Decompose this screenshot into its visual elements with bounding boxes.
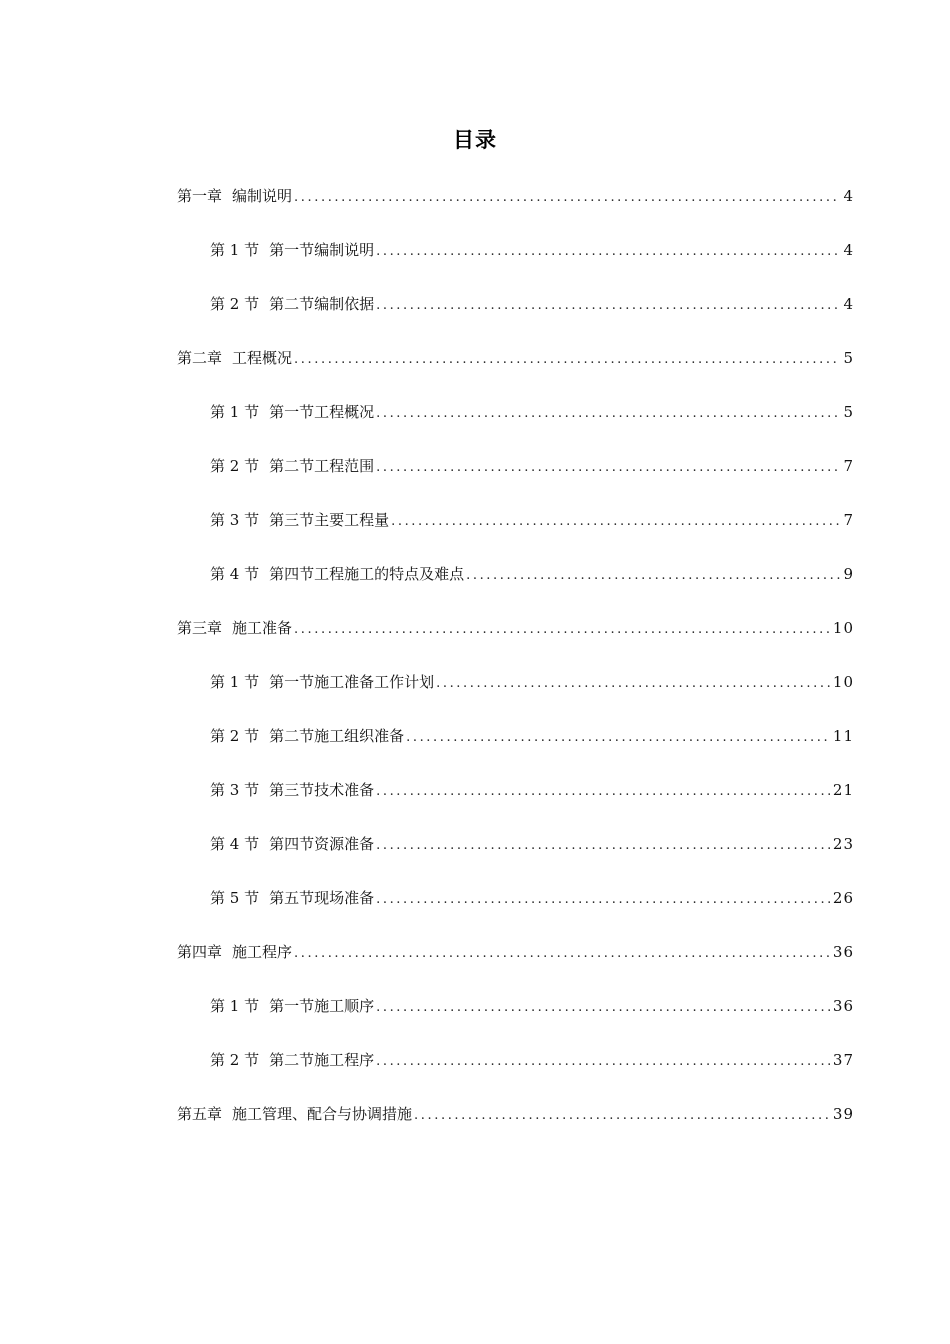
toc-entry-text: 第二节施工程序: [269, 1051, 375, 1069]
toc-page-number: 4: [843, 241, 854, 259]
toc-entry-number: 第 5 节: [210, 889, 260, 907]
toc-section-3-3[interactable]: [0, 775, 950, 829]
toc-entry-number: 第三章: [177, 619, 223, 637]
toc-dot-leader: [294, 619, 830, 641]
toc-page-number: 4: [843, 187, 854, 205]
toc-page-number: 36: [832, 943, 854, 961]
toc-page-number: 26: [832, 889, 854, 907]
toc-chapter-3[interactable]: [0, 613, 950, 667]
toc-entry-number: 第 1 节: [210, 673, 260, 691]
toc-entry-number: 第 2 节: [210, 1051, 260, 1069]
toc-entry-number: 第一章: [177, 187, 223, 205]
toc-section-3-5[interactable]: [0, 883, 950, 937]
toc-entry-number: 第 4 节: [210, 835, 260, 853]
toc-entry-text: 第四节资源准备: [269, 835, 375, 853]
toc-entry-number: 第 4 节: [210, 565, 260, 583]
toc-dot-leader: [406, 727, 830, 749]
toc-page-number: 21: [832, 781, 854, 799]
toc-row: [210, 725, 854, 749]
toc-entry-number: 第 1 节: [210, 403, 260, 421]
toc-row: [210, 239, 854, 263]
toc-row: [210, 995, 854, 1019]
toc-entry-number: 第 1 节: [210, 997, 260, 1015]
toc-title: 目录: [453, 128, 497, 152]
toc-page-number: 5: [843, 403, 854, 421]
toc-page-number: 10: [832, 619, 854, 637]
toc-entry-number: 第五章: [177, 1105, 223, 1123]
toc-entry-number: 第 3 节: [210, 511, 260, 529]
toc-row: [177, 347, 854, 371]
toc-entry-text: 编制说明: [232, 187, 293, 205]
toc-page-number: 39: [832, 1105, 854, 1123]
toc-dot-leader: [376, 781, 830, 803]
toc-entry-number: 第四章: [177, 943, 223, 961]
toc-entry-text: 第一节工程概况: [269, 403, 375, 421]
toc-entry-text: 施工准备: [232, 619, 293, 637]
toc-dot-leader: [376, 457, 840, 479]
toc-entry-number: 第 2 节: [210, 295, 260, 313]
toc-dot-leader: [414, 1105, 830, 1127]
toc-entry-text: 第四节工程施工的特点及难点: [269, 565, 465, 583]
toc-dot-leader: [376, 889, 830, 911]
toc-page-number: 23: [832, 835, 854, 853]
toc-entry-text: 施工管理、配合与协调措施: [232, 1105, 413, 1123]
toc-section-3-2[interactable]: [0, 721, 950, 775]
toc-row: [177, 1103, 854, 1127]
toc-row: [210, 455, 854, 479]
toc-row: [210, 509, 854, 533]
toc-entry-number: 第 3 节: [210, 781, 260, 799]
toc-entry-text: 施工程序: [232, 943, 293, 961]
toc-row: [210, 887, 854, 911]
toc-row: [210, 1049, 854, 1073]
toc-row: [177, 941, 854, 965]
toc-dot-leader: [294, 943, 830, 965]
toc-section-4-2[interactable]: [0, 1045, 950, 1099]
toc-section-2-3[interactable]: [0, 505, 950, 559]
toc-section-2-2[interactable]: [0, 451, 950, 505]
toc-dot-leader: [376, 835, 830, 857]
toc-dot-leader: [376, 1051, 830, 1073]
toc-row: [210, 293, 854, 317]
toc-section-3-1[interactable]: [0, 667, 950, 721]
toc-dot-leader: [376, 997, 830, 1019]
toc-section-4-1[interactable]: [0, 991, 950, 1045]
toc-dot-leader: [466, 565, 840, 587]
toc-page-number: 7: [843, 511, 854, 529]
toc-entry-text: 第一节施工顺序: [269, 997, 375, 1015]
toc-row: [210, 401, 854, 425]
toc-entry-text: 第三节技术准备: [269, 781, 375, 799]
toc-dot-leader: [391, 511, 840, 533]
toc-page-number: 11: [832, 727, 854, 745]
toc-section-1-1[interactable]: [0, 235, 950, 289]
table-of-contents: [0, 181, 950, 1153]
toc-page-number: 36: [832, 997, 854, 1015]
toc-entry-number: 第二章: [177, 349, 223, 367]
toc-chapter-5[interactable]: [0, 1099, 950, 1153]
toc-entry-text: 第一节编制说明: [269, 241, 375, 259]
toc-chapter-4[interactable]: [0, 937, 950, 991]
toc-dot-leader: [376, 241, 840, 263]
toc-dot-leader: [376, 295, 840, 317]
toc-dot-leader: [376, 403, 840, 425]
toc-entry-number: 第 2 节: [210, 457, 260, 475]
toc-chapter-2[interactable]: [0, 343, 950, 397]
toc-entry-text: 第二节施工组织准备: [269, 727, 405, 745]
toc-dot-leader: [294, 349, 840, 371]
toc-page-number: 9: [843, 565, 854, 583]
toc-row: [210, 671, 854, 695]
toc-row: [210, 833, 854, 857]
toc-section-1-2[interactable]: [0, 289, 950, 343]
toc-row: [210, 563, 854, 587]
toc-dot-leader: [294, 187, 840, 209]
toc-dot-leader: [436, 673, 830, 695]
toc-entry-text: 第一节施工准备工作计划: [269, 673, 435, 691]
toc-page-number: 5: [843, 349, 854, 367]
toc-section-2-4[interactable]: [0, 559, 950, 613]
toc-row: [177, 617, 854, 641]
toc-page-number: 4: [843, 295, 854, 313]
toc-entry-text: 工程概况: [232, 349, 293, 367]
toc-page-number: 10: [832, 673, 854, 691]
toc-entry-text: 第五节现场准备: [269, 889, 375, 907]
toc-page-number: 37: [832, 1051, 854, 1069]
toc-section-3-4[interactable]: [0, 829, 950, 883]
toc-row: [210, 779, 854, 803]
toc-chapter-1[interactable]: [0, 181, 950, 235]
toc-row: [177, 185, 854, 209]
toc-entry-number: 第 1 节: [210, 241, 260, 259]
toc-entry-text: 第二节编制依据: [269, 295, 375, 313]
toc-entry-number: 第 2 节: [210, 727, 260, 745]
toc-entry-text: 第二节工程范围: [269, 457, 375, 475]
toc-entry-text: 第三节主要工程量: [269, 511, 390, 529]
toc-page-number: 7: [843, 457, 854, 475]
toc-section-2-1[interactable]: [0, 397, 950, 451]
